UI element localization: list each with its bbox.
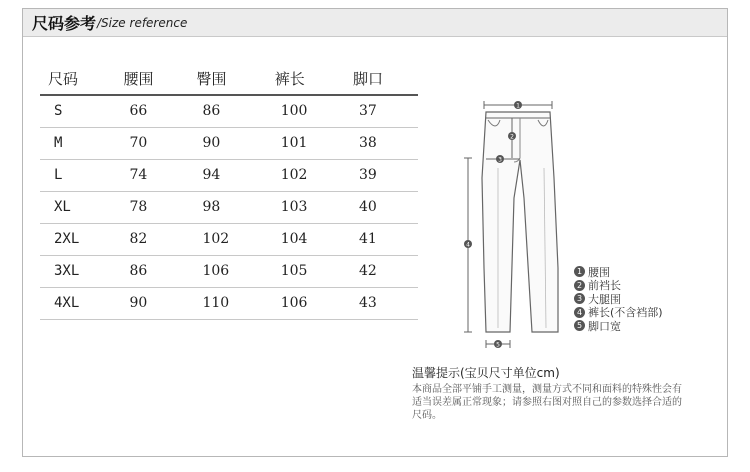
tip-body: 本商品全部平铺手工测量，测量方式不同和面料的特殊性会有适当误差属正常现象；请参照右图对照自己的参数选择合适的尺码。 [412,384,682,421]
col-header-hem: 脚口 [345,62,418,95]
table-row [40,159,418,191]
col-header-size: 尺码 [40,62,115,95]
legend-number: 3 [574,293,585,304]
size-table [40,62,418,320]
marker-5-label: 5 [496,341,500,349]
cell-hip: 86 [188,95,266,127]
legend-label: 脚口宽 [588,319,621,333]
cell-waist: 82 [115,223,188,255]
header-title: 尺码参考 [32,14,97,33]
cell-waist: 66 [115,95,188,127]
cell-size: 4XL [40,287,115,319]
pants-measurement-diagram [440,88,580,358]
cell-waist: 86 [115,255,188,287]
col-header-length: 裤长 [267,62,345,95]
marker-1-label: 1 [516,102,520,110]
panel-header [23,9,727,37]
cell-hem: 40 [345,191,418,223]
legend-label: 腰围 [588,265,610,279]
cell-waist: 74 [115,159,188,191]
cell-length: 104 [267,223,345,255]
cell-length: 106 [267,287,345,319]
legend-label: 裤长(不含裆部) [588,306,663,320]
cell-length: 102 [267,159,345,191]
cell-size: L [40,159,115,191]
legend-number: 1 [574,266,585,277]
cell-length: 105 [267,255,345,287]
table-row [40,287,418,319]
table-row [40,95,418,127]
cell-size: 3XL [40,255,115,287]
cell-hip: 98 [188,191,266,223]
measurement-legend [574,265,663,333]
cell-waist: 78 [115,191,188,223]
cell-size: 2XL [40,223,115,255]
cell-hip: 102 [188,223,266,255]
cell-hip: 94 [188,159,266,191]
header-subtitle: /Size reference [97,15,188,30]
table-row [40,223,418,255]
cell-hem: 41 [345,223,418,255]
marker-4-label: 4 [466,241,470,249]
cell-hem: 39 [345,159,418,191]
cell-waist: 90 [115,287,188,319]
cell-hip: 90 [188,127,266,159]
legend-item [574,319,663,333]
cell-length: 103 [267,191,345,223]
cell-size: XL [40,191,115,223]
cell-hip: 110 [188,287,266,319]
cell-length: 100 [267,95,345,127]
cell-waist: 70 [115,127,188,159]
marker-3-label: 3 [498,156,502,164]
cell-hem: 42 [345,255,418,287]
table-header-row [40,62,418,95]
legend-label: 前裆长 [588,279,621,293]
col-header-waist: 腰围 [115,62,188,95]
cell-hem: 38 [345,127,418,159]
legend-number: 4 [574,307,585,318]
table-row [40,127,418,159]
marker-2-label: 2 [510,133,514,141]
cell-hem: 43 [345,287,418,319]
cell-size: S [40,95,115,127]
table-row [40,255,418,287]
legend-number: 2 [574,280,585,291]
cell-hem: 37 [345,95,418,127]
cell-hip: 106 [188,255,266,287]
legend-label: 大腿围 [588,292,621,306]
cell-length: 101 [267,127,345,159]
cell-size: M [40,127,115,159]
legend-number: 5 [574,320,585,331]
col-header-hip: 臀围 [188,62,266,95]
table-row [40,191,418,223]
tip-title: 温馨提示(宝贝尺寸单位cm) [412,366,560,380]
